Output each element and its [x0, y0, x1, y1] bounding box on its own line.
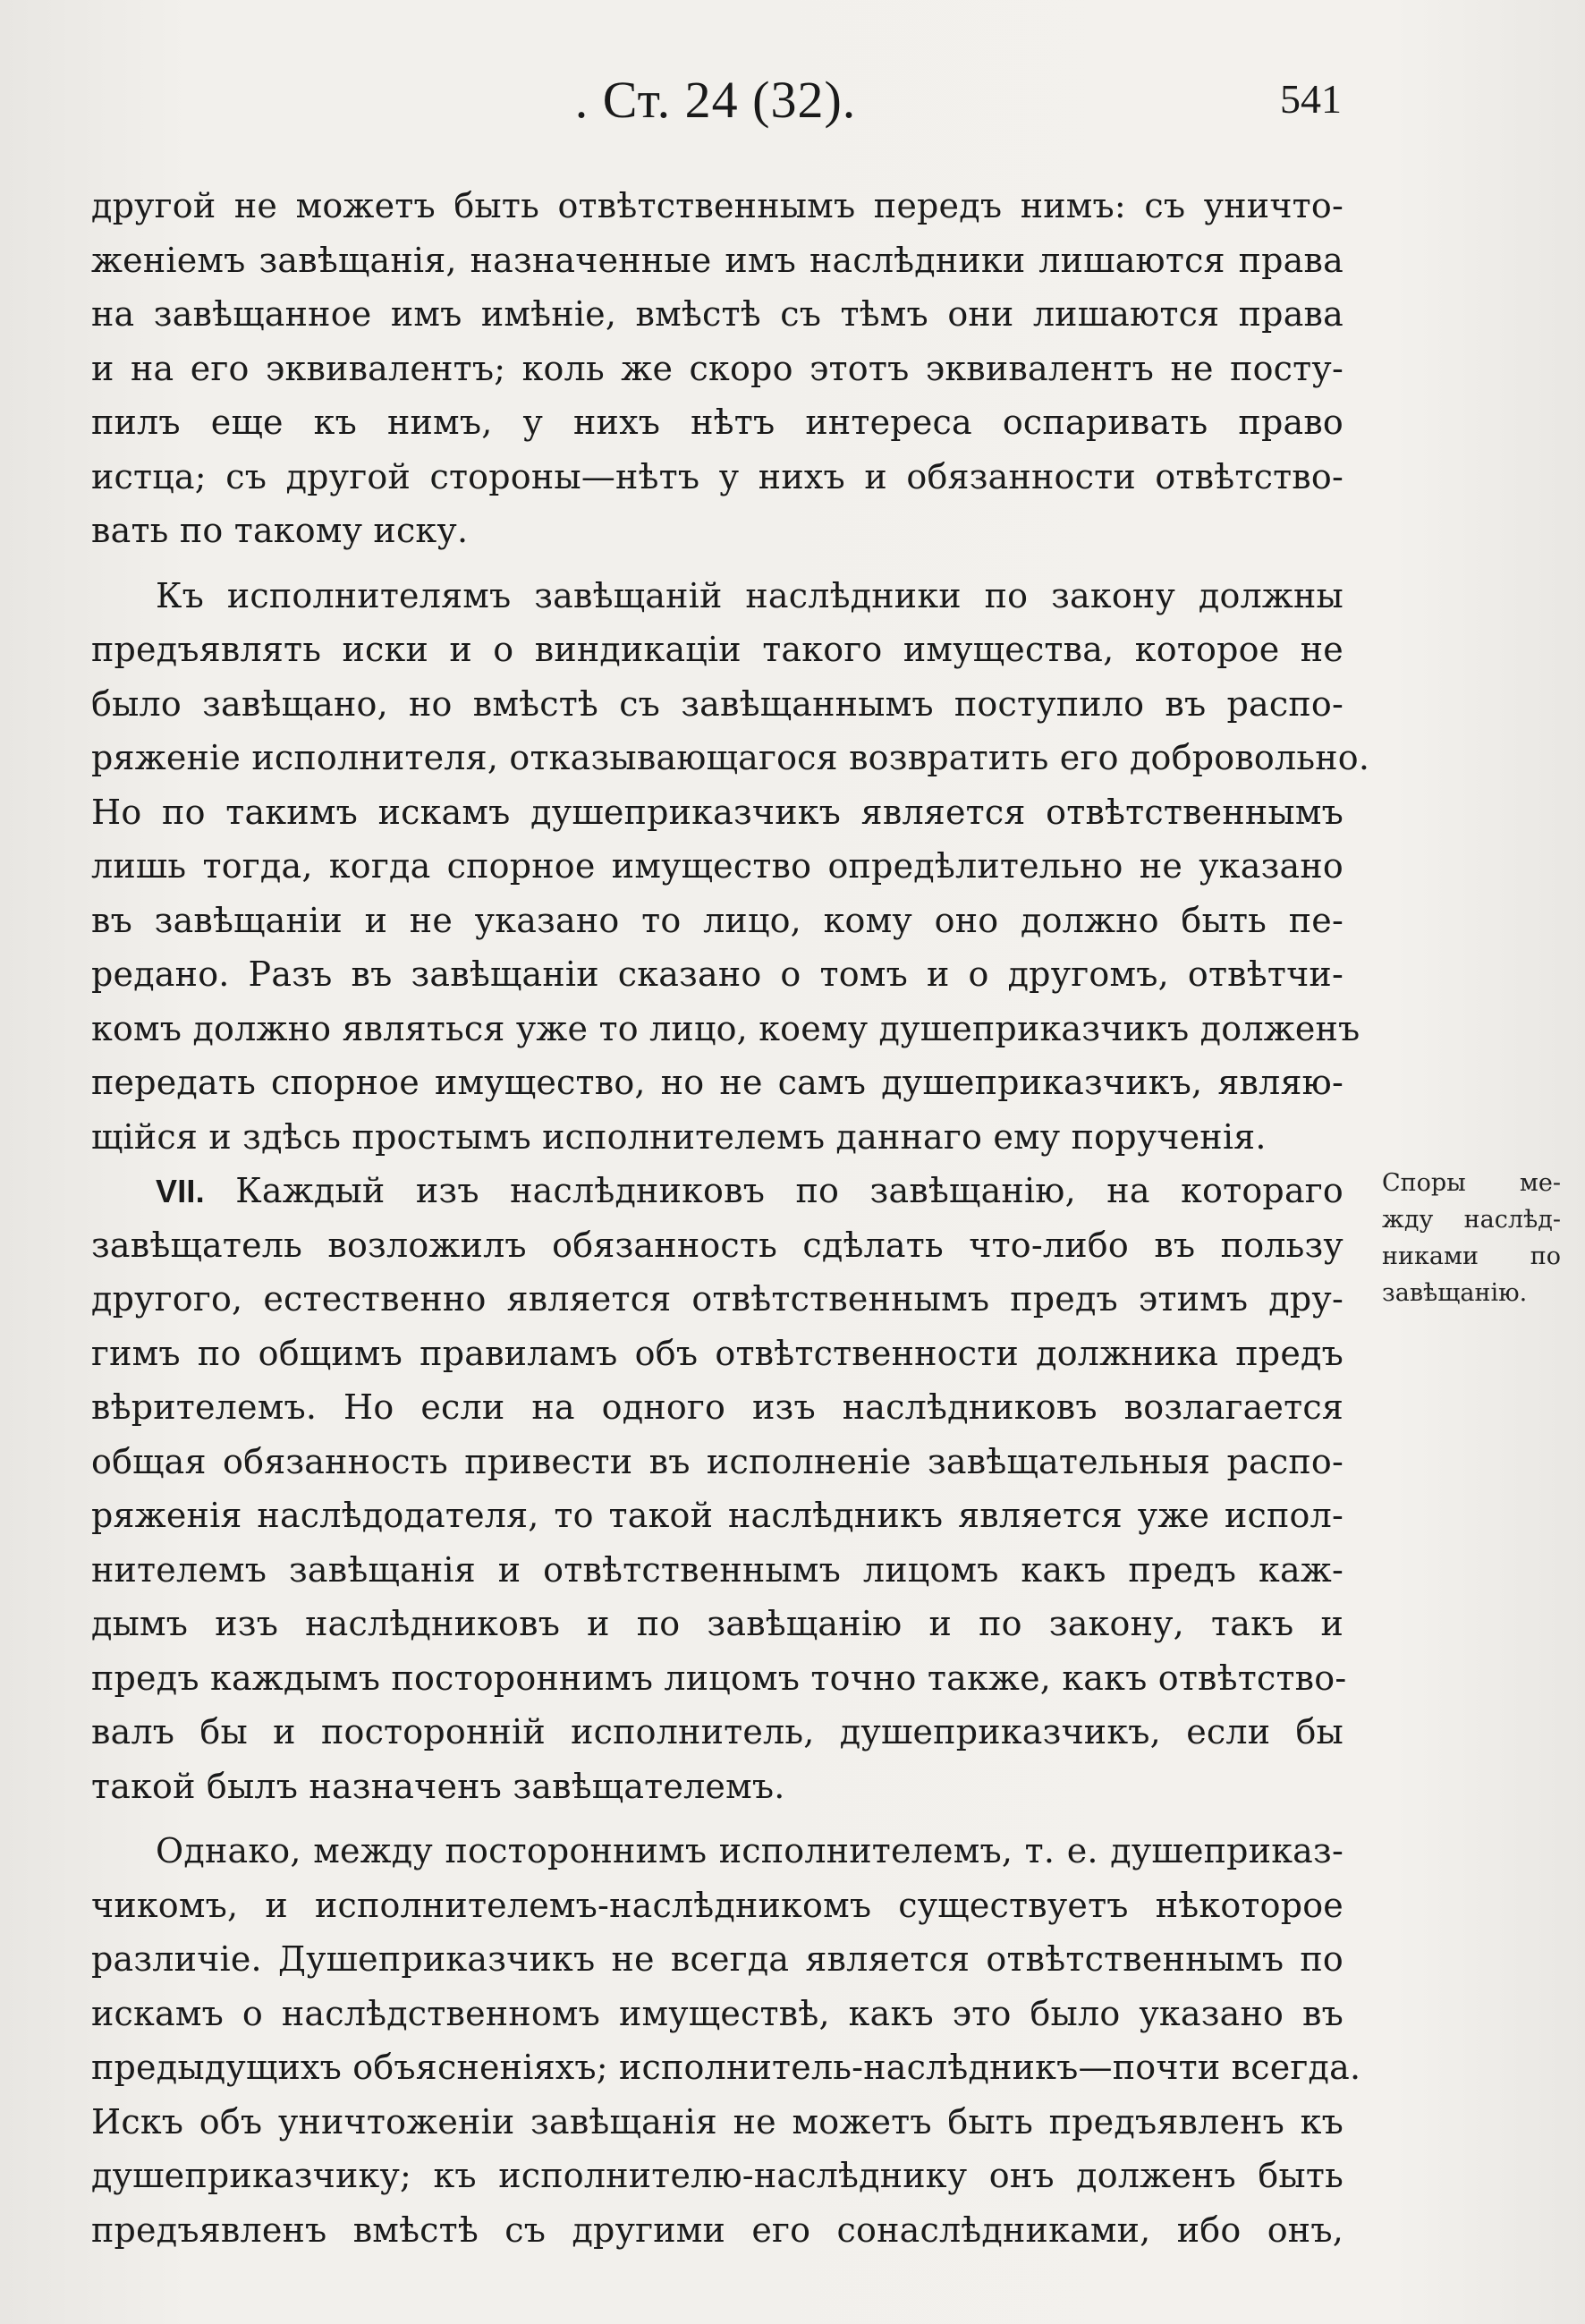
- text-line: Но по такимъ искамъ душеприказчикъ является отвѣтственнымъ: [91, 792, 1343, 832]
- text-line: Къ исполнителямъ завѣщаній наслѣдники по закону должны: [156, 575, 1343, 615]
- text-line: нителемъ завѣщанія и отвѣтственнымъ лицомъ какъ предъ каж-: [91, 1549, 1343, 1590]
- text-line: Однако, между постороннимъ исполнителемъ, т. е. душеприказ-: [156, 1831, 1343, 1870]
- text-line: искамъ о наслѣдственномъ имуществѣ, какъ это было указано въ: [91, 1993, 1343, 2033]
- text-line: комъ должно являться уже то лицо, коему душеприказчикъ долженъ: [91, 1008, 1360, 1048]
- margin-note: [1382, 1165, 1561, 1311]
- running-head: . Ст. 24 (32).: [574, 71, 857, 129]
- paragraph: [91, 1824, 1361, 2257]
- margin-note-line: завѣщанію.: [1382, 1279, 1528, 1307]
- paragraph: [91, 569, 1370, 1165]
- text-line: вѣрителемъ. Но если на одного изъ наслѣдниковъ возлагается: [91, 1387, 1343, 1427]
- text-line: на завѣщанное имъ имѣніе, вмѣстѣ съ тѣмъ они лишаются права: [91, 294, 1343, 334]
- text-line: предъявлять иски и о виндикаціи такого имущества, которое не: [91, 630, 1343, 669]
- text-line: предъ каждымъ постороннимъ лицомъ точно также, какъ отвѣтство-: [91, 1658, 1347, 1698]
- text-line: лишь тогда, когда спорное имущество опредѣлительно не указано: [91, 846, 1343, 886]
- text-line: дымъ изъ наслѣдниковъ и по завѣщанію и по закону, такъ и: [91, 1604, 1343, 1643]
- text-line: передать спорное имущество, но не самъ душеприказчикъ, являю-: [91, 1063, 1343, 1102]
- text-line: гимъ по общимъ правиламъ объ отвѣтственности должника предъ: [91, 1333, 1343, 1373]
- section-number: VII.: [156, 1173, 205, 1209]
- page-number: 541: [1280, 76, 1342, 122]
- page-header: [89, 70, 1342, 141]
- text-line: ряженія наслѣдодателя, то такой наслѣдникъ является уже испол-: [91, 1496, 1343, 1535]
- paragraph: [91, 1164, 1347, 1813]
- text-line: другой не можетъ быть отвѣтственнымъ передъ нимъ: съ уничто-: [91, 186, 1343, 225]
- text-line: ряженіе исполнителя, отказывающагося возвратить его добровольно.: [91, 738, 1370, 777]
- body-text: [91, 179, 1370, 2257]
- text-line: душеприказчику; къ исполнителю-наслѣднику онъ долженъ быть: [91, 2156, 1343, 2195]
- paragraph: [91, 179, 1343, 558]
- text-line: различіе. Душеприказчикъ не всегда является отвѣтственнымъ по: [91, 1939, 1343, 1979]
- text-line: [91, 1164, 1343, 1218]
- text-line: истца; съ другой стороны—нѣтъ у нихъ и обязанности отвѣтство-: [91, 456, 1343, 496]
- text-line: пилъ еще къ нимъ, у нихъ нѣтъ интереса оспаривать право: [91, 403, 1343, 442]
- text-line: чикомъ, и исполнителемъ-наслѣдникомъ существуетъ нѣкоторое: [91, 1885, 1343, 1925]
- text-line: валъ бы и посторонній исполнитель, душеприказчикъ, если бы: [91, 1712, 1343, 1751]
- text-line: Искъ объ уничтоженіи завѣщанія не можетъ быть предъявленъ къ: [91, 2101, 1343, 2142]
- text-line: редано. Разъ въ завѣщаніи сказано о томъ и о другомъ, отвѣтчи-: [91, 954, 1343, 994]
- text-line: женіемъ завѣщанія, назначенные имъ наслѣдники лишаются права: [91, 240, 1343, 280]
- text-line: завѣщатель возложилъ обязанность сдѣлать что-либо въ пользу: [91, 1225, 1343, 1265]
- text-line: другого, естественно является отвѣтственнымъ предъ этимъ дру-: [91, 1279, 1343, 1319]
- text-fragment: Каждый изъ наслѣдниковъ по завѣщанію, на котораго: [235, 1171, 1343, 1210]
- text-line: общая обязанность привести въ исполненіе завѣщательныя распо-: [91, 1441, 1343, 1481]
- margin-note-line: жду наслѣд-: [1382, 1206, 1561, 1234]
- text-line: предыдущихъ объясненіяхъ; исполнитель-наслѣдникъ—почти всегда.: [91, 2048, 1361, 2087]
- text-line: было завѣщано, но вмѣстѣ съ завѣщаннымъ поступило въ распо-: [91, 683, 1343, 724]
- text-line: такой былъ назначенъ завѣщателемъ.: [91, 1766, 785, 1806]
- text-line: щійся и здѣсь простымъ исполнителемъ даннаго ему порученія.: [91, 1116, 1267, 1157]
- text-line: и на его эквивалентъ; коль же скоро этотъ эквивалентъ не посту-: [91, 348, 1343, 388]
- text-line: предъявленъ вмѣстѣ съ другими его сонаслѣдниками, ибо онъ,: [91, 2209, 1343, 2250]
- margin-note-line: никами по: [1382, 1243, 1561, 1270]
- text-line: въ завѣщаніи и не указано то лицо, кому оно должно быть пе-: [91, 900, 1343, 940]
- text-line: вать по такому иску.: [91, 511, 469, 550]
- margin-note-line: Споры ме-: [1382, 1169, 1561, 1197]
